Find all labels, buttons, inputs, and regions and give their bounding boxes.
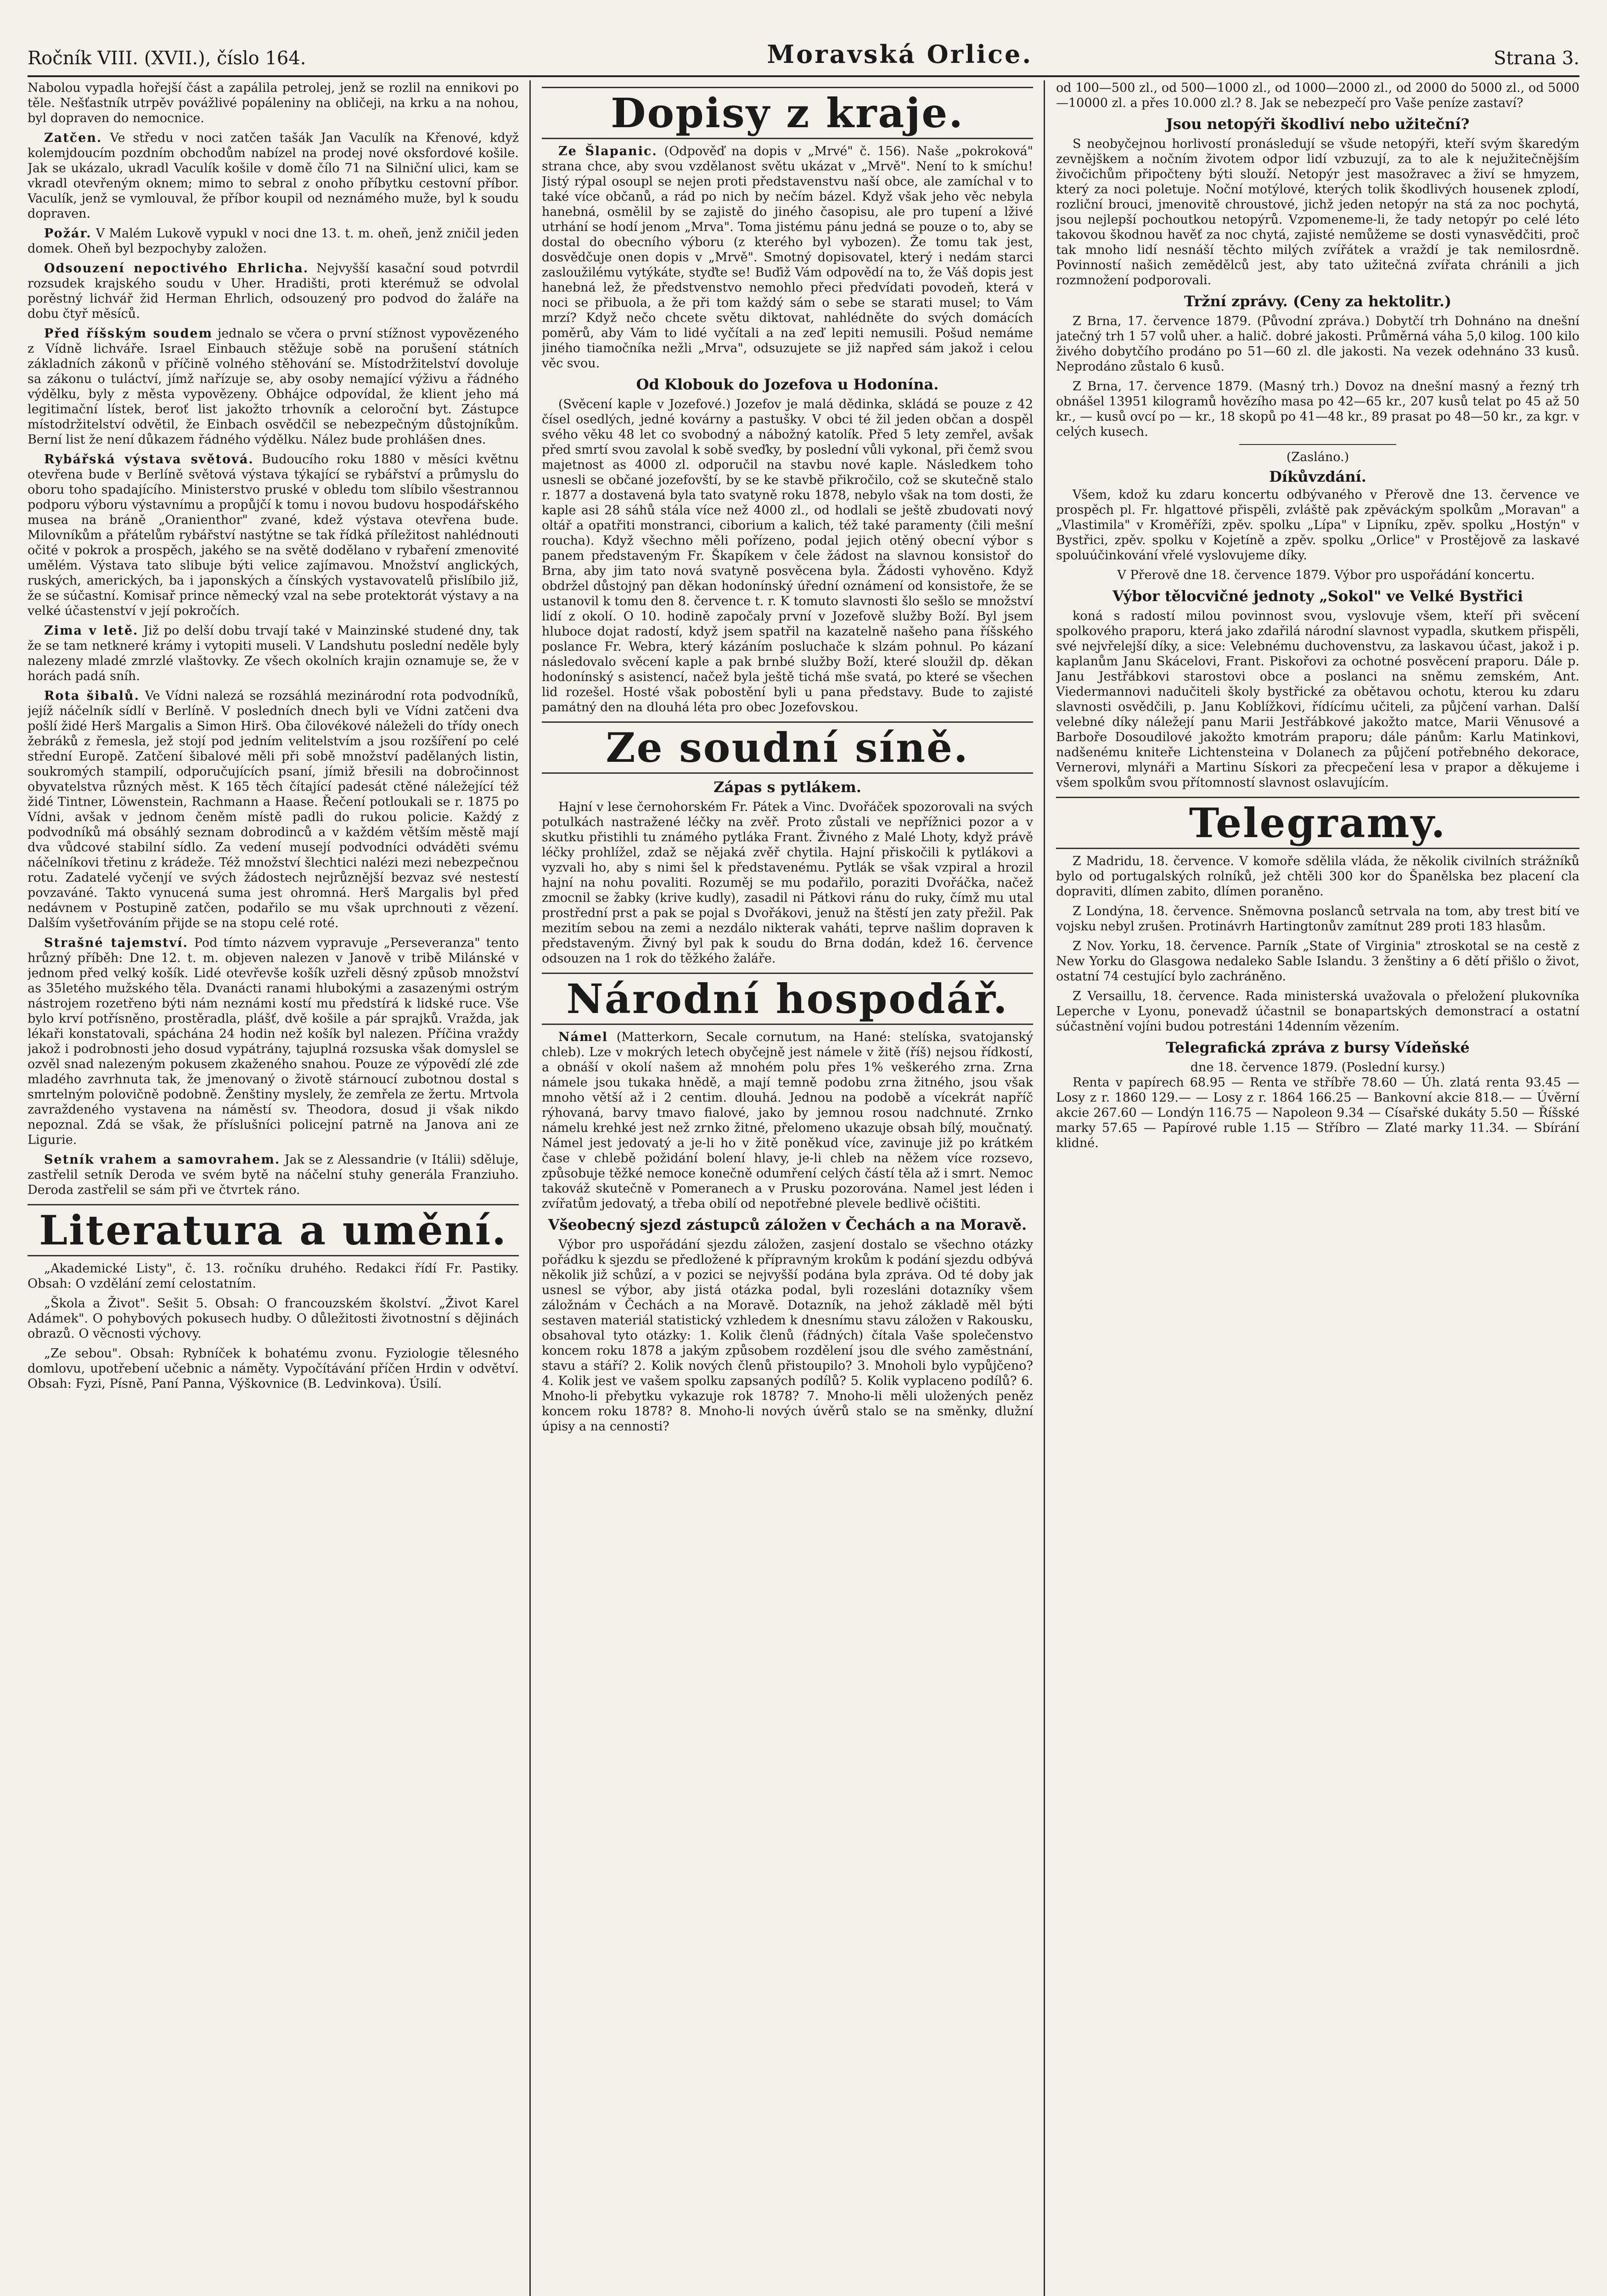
article <box>28 452 519 619</box>
market-subheading: (Ceny za hektolitr.) <box>1292 293 1452 310</box>
article-text: Již po delší dobu trvají také v Mainzinské studené dny, tak že se tam netkneré krámy i vytopiti museli. V Landshutu poslední neděle byly nalezeny mladé zmrzlé vlaštovky. Ze všech okolních krajin oznamuje se, že v horách padá sníh. <box>28 624 519 683</box>
article-text: Jak se z Alessandrie (v Itálii) sděluje, zastřelil setník Deroda ve svém bytě na náčelní stuhy generála Franziuho. Deroda zastřelil se sám při ve čtvrtek ráno. <box>28 1153 519 1197</box>
article-heading: Strašné tajemství. <box>44 936 188 950</box>
article <box>28 935 519 1148</box>
article-text: Z Brna, 17. července 1879. (Masný trh.) Dovoz na dnešní masný a řezný trh obnášel 13951 kilogramů hovězího masa po 42—65 kr., 207 kusů telat po 45 až 50 kr., — kusů ovcí po — kr., 18 skopů po 41—48 kr., 89 prasat po 48—50 kr., za kgr. v celých kusech. <box>1056 379 1579 439</box>
article-heading: Rota šibalů. <box>44 689 140 703</box>
article <box>542 144 1033 371</box>
article-text: Ve Vídni nalezá se rozsáhlá mezinárodní rota podvodníků, jejíž náčelník sídlí v Berlíně. V posledních dnech byli ve Vídni zatčeni dva pošlí židé Herš Margalis a Simon Hirš. Oba čilovékové náleželi do třídy onech žebráků z řemesla, jež stojí pod jedním velitelstvím a jsou rozšíření po celé střední Europě. Zatčení šibalové měli při sobě množství padělaných listin, soukromých stampilí, odporučujících psaní, jímiž břesili na dobročinnost obyvatelstva různých měst. K 165 těch čítající padesát ctěné náležející též židé Tintner, Löwenstein, Rachmann a Haase. Řečení potloukali se r. 1875 po Vídni, avšak v jednom čeněm místě padli do rukou policie. Každý z podvodníků má obsáhlý seznam dobrodinců a v každém větším městě mají dva vůdcové stabilní sídlo. Za vedení musejí podvodníci odváděti svému náčelníkovi třetinu z krádeže. Též množství šlechtici nalézi mezi nebezpečnou rotu. Zadatelé vyčenjí ve svých žádostech nejrůznější bezvaz své nestestí povzaváné. Takto vynucená suma jest ohromná. Herš Margalis byl před nedávnem v Postupině zatčen, podařilo se mu však uprchnouti z vězení. Dalším vyšetřováním přijde se na stopu celé roté. <box>28 689 519 930</box>
article-text: Budoucího roku 1880 v měsíci květnu otevřena bude v Berlíně světová výstava týkající se rybářství a průmyslu do oboru toho spadajícího. Ministerstvo pruské v obledu tom slíbilo všestrannou podporu výboru výstavnímu a propůjčí k tomu i novou budovu hospodářského musea na bráně „Oranienthor" zvané, kdež výstava otevřena bude. Milovníkům a přátelům rybářství nastýtne se tak řídká příležitost nahlédnouti očité v pokrok a prospěch, jakého se na světě dodělano v rybaření zmenovité umělém. Výstava tato slibuje býti velice zajímavou. Množství anglických, ruských, amerických, ba i japonských a čínských vystavovatelů přislíbilo již, že se súčastní. Komisař prince německý vzal na sebe protektorát výstavy a na velké účastenství v její pokročích. <box>28 452 519 618</box>
masthead: Moravská Orlice. <box>767 39 1033 69</box>
page-number: Strana 3. <box>1494 48 1579 69</box>
article-text: Renta v papírech 68.95 — Renta ve stříbře 78.60 — Úh. zlatá renta 93.45 — Losy z r. 1860 129.— — Losy z r. 1864 166.25 — Bankovní akcie 818.— — Úvěrní akcie 267.60 — Londýn 116.75 — Napoleon 9.34 — Císařské dukáty 5.50 — Říšské marky 57.65 — Papírové ruble 1.15 — Stříbro — Zlaté marky 11.34. — Sbírání klidné. <box>1056 1075 1579 1150</box>
article-heading: Zápas s pytlákem. <box>714 778 861 796</box>
article <box>542 1030 1033 1211</box>
column-divider <box>529 80 531 2296</box>
article-heading: Setník vrahem a samovrahem. <box>44 1153 281 1167</box>
article <box>28 226 519 256</box>
article-text: od 100—500 zl., od 500—1000 zl., od 1000—2000 zl., od 2000 do 5000 zl., od 5000—10000 zl. a přes 10.000 zl.? 8. Jak se nebezpečí pro Vaše peníze zastaví? <box>1056 81 1579 110</box>
section-title-literatura: Literatura a umění. <box>28 1204 519 1256</box>
article-heading: Zatčen. <box>44 131 102 145</box>
column-2 <box>542 80 1033 2296</box>
article-heading: Zima v letě. <box>44 624 139 638</box>
column-divider <box>1044 80 1045 2296</box>
telegram: Z Nov. Yorku, 18. července. Parník „State of Virginia" ztroskotal se na cestě z New Yorku do Glasgowa nedaleko Sable Islandu. 3 ženštiny a 6 dětí přišlo o život, ostatní 74 cestující bylo zachráněno. <box>1056 939 1579 984</box>
article-text: (Svěcení kaple v Jozefové.) Jozefov je malá dědinka, skládá se pouze z 42 čísel osedlých, jedné kovárny a pastušky. V obci té žil jeden občan a dospěl svého věku 48 let co svobodný a nábožný katolík. Před 5 lety zemřel, avšak před smrtí svou zavolal k sobě sveďky, by poslední vůli vykonal, při čemž svou majetnost as 4000 zl. odporučil na stavbu nové kaple. Následkem toho usnesli se občané jozefovští, by se ke stavbě přikročilo, což se skutečně stalo r. 1877 a dostavená byla tato svatyně roku 1878, nebylo však na tom dosti, že kaple asi 28 sáhů stála více než 4000 zl., od hodlali se ještě zbudovati nový oltář a opatřiti monstranci, ciborium a kalich, též také paramenty (čili mešní roucha). Když všechno měli pořízeno, podal jejich otěný obecní výbor s panem představeným Fr. Škapíkem v čele žádost na slavnou konsistoř do Brna, aby jim tato nová svatyně posvěcena byla. Žádosti vyhověno. Když obdržel důstojný pan děkan hodonínský úřední oznámení od konsistoře, že se ustanovil k tomu den 8. července t. r. K tomuto slavnosti šlo sešlo se množství lidí z okolí. O 10. hodině započaly první v Jozefově služby Boží. Byl jsem hluboce dojat radostí, když jsem spatřil na kazatelně našeho pana říšského poslance Fr. Webra, který kázáním posluchače k slzám pohnul. Po kázaní následovalo svěcení kaple a pak brnbé služby Boží, které sloužil dp. děkan hodonínský s asistencí, načež byla ještě tichá mše svatá, po které se všechen lid rozešel. Hosté však pobostění byli u pana představy. Bude to zajisté památný den na dlouhá léta pro obec Jozefovskou. <box>542 397 1033 715</box>
article-text: Hajní v lese černohorském Fr. Pátek a Vinc. Dvořáček spozorovali na svých potulkách nastražené léčky na zvěř. Proto zůstali ve nepřížnici pozor a v skutku přistihli tu známého pytláka Frant. Živného z Malé Lhoty, když právě léčky prohlížel, zdaž se nějaká zvěř chytila. Hajní přiskočili k pytlákovi a vyzvali ho, aby s nimi šel k představenému. Pytlák se však vzpiral a hrozil hajní na nohu povaliti. Rozuměj se mu podařilo, poraziti Dvořáčka, načež zmocnil se žabky (krive kudly), zasadil ni Pátkovi ránu do ruky, čímž mu utal prostřední prst a pak se pojal s Dvořákovi, jenuž na štěstí jen zaty přežil. Pak mezitím sebou na zemi a nezdálo nikterak vaháti, teprve našlim dopraven k představeným. Živný byl pak k soudu do Brna dodán, kdež 16. července odsouzen na 1 rok do těžkého žaláře. <box>542 800 1033 966</box>
article-heading: Odsouzení nepoctivého Ehrlicha. <box>44 261 309 276</box>
section-title-telegramy: Telegramy. <box>1056 797 1579 849</box>
section-title-soud: Ze soudní síně. <box>542 721 1033 774</box>
market-heading: Tržní zprávy. <box>1184 293 1288 310</box>
article-heading: Jsou netopýři škodliví nebo užiteční? <box>1166 115 1470 133</box>
article-text: (Odpověď na dopis v „Mrvé" č. 156). Naše „pokroková" strana chce, aby svou vzdělanost světu ukázat v „Mrvě". Není to k smíchu! Jistý rýpal osoupl se nejen proti představenstvu naší obce, ale zamíchal v to také více občanů, a rád po nich by nečím bázel. Když však jeho věc nebyla hanebná, osmělil by se zajistě do jiného časopisu, ale pro tupení a lživé utrhání se hodí jenom „Mrva". Toma jistému pánu jedná se pouze o to, aby se dostal do obecního výboru (z kterého byl vybozen). Že tomu tak jest, dosvědčuje onen dopis v „Mrvě". Smotný dopisovatel, který i nedám starci zasloužilému vytýkáte, styďte se! Buďiž Vám odpovědí na to, že Váš dopis jest hanebná lež, že předstvenstvo nemohlo přeci předvídati povodeň, která v noci se přibuola, a že při tom každý sám o sebe se starati musel; to Vám mrzí? Když nečo chcete světu diktovat, nahlédněte do svých domácích poměrů, aby Vám to lidé vyčítali a na zeď lepiti nemusili. Pošud nemáme jiného tiamočníka nežli „Mrva", odsuzujete se již napřed sám jakož i celou věc svou. <box>542 144 1033 371</box>
article <box>28 326 519 447</box>
telegram: Z Londýna, 18. července. Sněmovna poslanců setrvala na tom, aby trest bití ve vojsku nebyl zrušen. Protinávrh Hartingtonův zamítnut 289 proti 183 hlasům. <box>1056 904 1579 934</box>
article-text: „Škola a Život". Sešit 5. Obsah: O francouzském školství. „Život Karel Adámek". O pohybových pokusech hudby. O důležitosti životnostní s dějinách obrazů. O věcnosti výchovy. <box>28 1296 519 1341</box>
signature: V Přerově dne 18. července 1879. Výbor pro uspořádání koncertu. <box>1117 568 1535 582</box>
telegram: Z Versaillu, 18. července. Rada ministerská uvažovala o přeložení plukovníka Leperche v Lyonu, ponevadž účastnil se bonapartských demonstrací a ostatní súčastnění vojíni budou potrestáni 14denním vězením. <box>1056 989 1579 1034</box>
article-text: „Akademické Listy", č. 13. ročníku druhého. Redakci řídí Fr. Pastiky. Obsah: O vzdělání zemí celostatním. <box>28 1261 519 1291</box>
article-text: Všem, kdož ku zdaru koncertu odbývaného v Přerově dne 13. července ve prospěch pl. Fr. hlgattové přispěli, zvláště pak zpěváckým spolkům „Moravan" a „Vlastimila" v Kroměříži, zpěv. spolku „Lípa" v Lipníku, zpěv. spolku „Hostýn" v Bystřici, zpěv. spolku v Kojetíně a zpěv. spolku „Orlice" v Prostějově za laskavé spoluúčinkování vřelé vyslovujeme díky. <box>1056 488 1579 563</box>
article-heading: Díkůvzdání. <box>1269 468 1366 485</box>
article-heading: Telegrafická zpráva z bursy Vídeňské <box>1166 1039 1470 1056</box>
article-text: (Matterkorn, Secale cornutum, na Hané: stelíska, svatojanský chleb). Lze v mokrých letech obyčejně jest námele v žitě (říš) nejsou řídkostí, a obnáší v okolí našem až mnohém polu přes 1% veškerého zrna. Zrna námele jsou tukaka hnědě, a mají temně podobu zrna žitného, jsou však mnoho větší až i 2 centim. dlouhá. Jednou na podobě a vícekrát napříč rýhovaná, barvy tmavo fialové, jako by jemnou rosou nadchnuté. Zrnko námelu krehké jest než zrnko žitné, přelomeno ukazuje obsah bílý, moučnatý. Námel jest jedovatý a je-li ho v žitě poněkud více, zavinuje již po krátkém čase v chlebě požidání bolení hlavy, je-li chleb na něžem více rozsevo, způsobuje těžké nemoce konečně odumření celých částí těla až i smrt. Nemoc takováž skutečně v Pomeranech a v Prusku pozorována. Namel jest léden i zvířatům jedovatý, a třeba obilí od nepotřebné plevele bedlivě očištiti. <box>542 1030 1033 1211</box>
article-text: Z Brna, 17. července 1879. (Původní zpráva.) Dobytčí trh Dohnáno na dnešní jatečný trh 1 57 volů uher. a halič. dobré jakosti. Průměrná váha 5,0 kilog. 100 kilo živého dobytčího prodáno po 51—60 zl. dle jakosti. Na vezek odehnáno 33 kusů. Neprodáno zůstalo 6 kusů. <box>1056 314 1579 374</box>
article-heading: Před říšským soudem <box>44 326 213 341</box>
issue-info: Ročník VIII. (XVII.), číslo 164. <box>28 48 306 69</box>
section-title-dopisy: Dopisy z kraje. <box>542 87 1033 139</box>
article-heading <box>1056 293 1579 310</box>
article-text: Pod tímto názvem vypravuje „Perseveranza" tento hrůzný příběh: Dne 12. t. m. objeven nalezen v Janově v tribě Milánské v jednom před velký košík. Lidé otevřevše košík uzřeli děsný způsob množství as 35letého mužského těla. Dvanácti ranami hlubokými a zasazenými ostrým nástrojem rozetřeno býti nám neznámi kostí mu předstírá k lidské ruce. <box>28 936 519 1011</box>
section-title-narodni: Národní hospodář. <box>542 973 1033 1025</box>
article-text: Výbor pro uspořádání sjezdu záložen, zasjení dostalo se všechno otázky pořádku k sjezdu se předložené k přípravným krokům k podání sjezdu odbývá několik již schůzí, a v pozici se nejvyšší podána byla zpráva. Od té doby jak usnesl se výbor, aby jistá otázka podal, byli rozesláni dotazníky všem záložnám v Čechách a na Moravě. Dotazník, na jehož základě měl býti sestaven materiál statistický vzhledem k dnesnímu stavu záložen v Rakousku, obsahoval tyto otázky: 1. Kolik členů (řádných) čítala Vaše společenstvo koncem roku 1878 a jakým způsobem rozdělení jsou dle svého zaměstnání, stavu a stáří? 2. Kolik nových členů přistoupilo? 3. Mnoholi bylo vypůjčeno? 4. Kolik jest ve vašem spolku zapsaných podílů? 5. Kolik vyplaceno podílů? 6. Mnoho-li přebytku vykazuje rok 1878? 7. Mnoho-li měli uložených peněz koncem roku 1878? 8. Mnoho-li nových úvěrů stalo se na směnky, dlužní úpisy a na cennosti? <box>542 1238 1033 1434</box>
article-heading: Výbor tělocvičné jednoty „Sokol" ve Velké Bystřici <box>1112 587 1523 605</box>
article <box>28 261 519 321</box>
article-text: Nejvyšší kasační soud potvrdil rozsudek krajského soudu v Uher. Hradišti, proti kterémuž se odvolal porěstný lichvář žid Herman Ehrlich, odsouzený pro podvod do žaláře na dobu čtyř měsíců. <box>28 261 519 321</box>
article-text: Nabolou vypadla hořejší část a zapálila petrolej, jenž se rozlil na ennikovi po těle. Nešťastník utrpěv povážlivé popáleniny na obličeji, na krku a na nohou, byl dopraven do nemocnice. <box>28 81 519 125</box>
article-heading: Všeobecný sjezd zástupců záložen v Čechách a na Moravě. <box>548 1216 1027 1233</box>
divider <box>1239 444 1396 445</box>
article-text: koná s radostí milou povinnost svou, vyslovuje všem, kteří při svěcení spolkového praporu, která jako zdařilá národní slavnost vypadla, skutkem přispěli, své nejvřelejší díky, a sice: Velebnému duchovenstvu, za laskavou účast, jakož i p. kaplanům Janu Skácelovi, Frant. Piskořovi za ochotné posvěcení praporu. Dále p. Janu Jestřábkovi starostovi obce a poslanci na sněmu zemském, Ant. Viedermannovi nadučiteli školy bystřické za obětavou ochotu, kterou ku zdaru slavnosti osvědčili, p. Janu Koblížkovi, řídícímu učiteli, za půjčení varhan. Další velebné díky náležejí panu Marii Jestřábkové jakožto matce, Marii Věnusové a Barboře Dosoudilové jakožto kmotrám praporu; dále pánům: Karlu Matinkovi, nadšenému kniteře Lichtensteina v Dolanech za půjčení potřebného dekorace, Vernerovi, mlynáři a Martinu Sískori za přecpečení lesa v prapor a děkujeme i všem spolkům svou přítomností slavnost oslavujícím. <box>1056 609 1579 790</box>
article-heading: Ze Šlapanic. <box>558 144 657 158</box>
article <box>28 1152 519 1198</box>
article-text: „Ze sebou". Obsah: Rybníček k bohatému zvonu. Fyziologie tělesného domlovu, upotřebení učebnic a náměty. Vypočítávání příčen Hrdin v odvětví. Obsah: Fyzi, Písně, Paní Panna, Výškovnice (B. Ledvinkova). Úsilí. <box>28 1346 519 1391</box>
article-text: Ve středu v noci zatčen tašák Jan Vaculík na Křenové, když kolemjdoucím pozdním obchodům nabízel na prodej nové oksfordové košile. Jak se ukázalo, ukradl Vaculík košile v domě čílo 71 na Silniční ulici, kam se vkradl otevřeným oknem; mimo to sebral z onoho příbytku cestovní příbor. Vaculík, jenž se vymlouval, že příbor koupil od neznámého muže, byl k soudu dopraven. <box>28 131 519 221</box>
article-heading: Rybářská výstava světová. <box>44 452 254 467</box>
article-text: V Malém Lukově vypukl v noci dne 13. t. m. oheň, jenž zničil jeden domek. Oheň byl bezpochyby založen. <box>28 226 519 256</box>
article-text: jednalo se včera o první stížnost vypovězeného z Vídně lichváře. Israel Einbauch stěžuje sobě na porušení státních základních zákonů v příčině volného stěhování se. Místodržitelství dovoluje sa zákonu o tuláctví, jímž nařízuje se, aby osoby nemající výživu a řádného výdělku, byly z města vypovězeny. Obhájce odpovídal, že klient jeho má legitimační lístek, beroť list jakožto trhovník a celoroční byt. Zástupce místodržitelství odvětil, že Einbach osvědčil se nebezpečným důstojníkům. Berní list že není důkazem řádného výdělku. Nález bude prohlášen dnes. <box>28 326 519 447</box>
page-header <box>28 28 1579 77</box>
article-text: Vše bylo krví potřísněno, prostěradla, plášť, dvě košile a pár sprajků. Vražda, jak lékaři konstatovali, spáchána 24 hodin než košík byl nalezen. Příčina vraždy jakož i podrobnosti jeho dosud vypátrány, tajuplná rozsuska však domyslel se ozvěl snad nalezeným pokusem zkaženého snahou. Pouze ze výpovědí zlé zde mladého zavrhnuta tak, že jmenovaný o životě stárnoucí zubotnou dostal s smrtelným polovičně podobně. Ženštiny myslely, že zemřela ze žertu. Mrtvola zavraždeného vystavena na náměstí sv. Theodora, dosud ji však nikdo nepoznal. Zdá se však, že příslušníci policejní patrně na Janova ani ze Ligurie. <box>28 996 519 1147</box>
telegram: Z Madridu, 18. července. V komoře sdělila vláda, že několik civilních strážníků bylo od portugalských rolníků, jež chtěli 300 kor do Španělska bez placení cla dopraviti, dlímen zabito, dlímen poraněno. <box>1056 854 1579 899</box>
article <box>28 130 519 221</box>
article <box>28 688 519 931</box>
article-heading: Požár. <box>44 226 92 241</box>
zaslano-label: (Zasláno.) <box>1286 450 1349 464</box>
article-heading: Námel <box>558 1030 608 1044</box>
column-3 <box>1056 80 1579 2296</box>
article-text: S neobyčejnou horlivostí pronásledují se všude netopýři, kteří svým škaredým zevnějškem a nočním životem odpor lidí vzbuzují, za to ale k nejužitečnějším živočichům připočteny býti slouží. Netopýr jest masožravec a živí se hmyzem, který za noci poletuje. Noční motýlové, kterých tolik škodlivých housenek zplodí, rozliční brouci, jmenovitě chroustové, jichž jeden netopýr na stá za noc pochytá, jsou nejlepší pochoutkou netopýrů. Vzpomeneme-li, že tady netopýr po celé léto takovou škodnou havěť za noc chytá, zajisté nemůžeme se dosti vynasvědčiti, proč tak mnoho lidí nesnáší těchto milých zvířátek a vraždí je tak nemilosrdně. Povinností našich zemědělců jest, aby tato užitečná zvířata chránili a jich rozmnožení podporovali. <box>1056 137 1579 287</box>
column-1 <box>28 80 519 2296</box>
article-heading: Od Klobouk do Jozefova u Hodonína. <box>636 376 939 393</box>
article <box>28 623 519 684</box>
burza-date: dne 18. července 1879. (Poslední kursy.) <box>1190 1060 1445 1075</box>
